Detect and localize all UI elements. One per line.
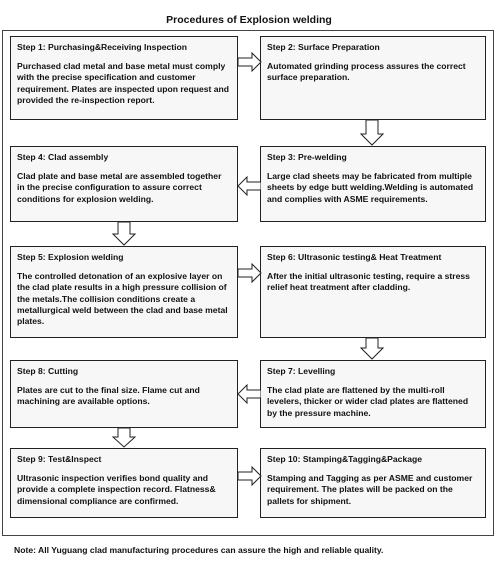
- arrow-down-icon: [112, 222, 136, 246]
- step-1-heading: Step 1: Purchasing&Receiving Inspection: [17, 42, 188, 52]
- step-3-heading: Step 3: Pre-welding: [267, 152, 347, 162]
- step-4-heading: Step 4: Clad assembly: [17, 152, 109, 162]
- step-1-box: [10, 36, 238, 120]
- step-8-text: Plates are cut to the final size. Flame cut and machining are available options.: [17, 385, 200, 407]
- arrow-down-icon: [360, 338, 384, 360]
- step-4-text: Clad plate and base metal are assembled together in the precise configuration to assure correct conditions for explosion welding.: [17, 171, 222, 204]
- step-2-box: [260, 36, 486, 120]
- step-6-box: [260, 246, 486, 338]
- step-9-box: [10, 448, 238, 518]
- step-7-heading: Step 7: Levelling: [267, 366, 336, 376]
- step-8-heading: Step 8: Cutting: [17, 366, 79, 376]
- step-3-text: Large clad sheets may be fabricated from multiple sheets by edge butt welding.Welding is automated and complies with ASME requirements.: [267, 171, 474, 204]
- diagram-title: Procedures of Explosion welding: [166, 14, 332, 26]
- step-9-heading: Step 9: Test&Inspect: [17, 454, 102, 464]
- step-10-text: Stamping and Tagging as per ASME and customer requirement. The plates will be packed on the pallets for shipment.: [267, 473, 473, 506]
- step-10-heading: Step 10: Stamping&Tagging&Package: [267, 454, 423, 464]
- step-5-box: [10, 246, 238, 338]
- step-1-text: Purchased clad metal and base metal must comply with the precise specification and customer requirement. Plates are inspected upon request and provided the re-inspection report.: [17, 61, 230, 105]
- step-6-heading: Step 6: Ultrasonic testing& Heat Treatment: [267, 252, 442, 262]
- arrow-down-icon: [360, 120, 384, 146]
- step-3-box: [260, 146, 486, 222]
- step-2-text: Automated grinding process assures the correct surface preparation.: [267, 61, 466, 83]
- arrow-left-icon: [237, 384, 261, 404]
- step-8-box: [10, 360, 238, 428]
- step-2-heading: Step 2: Surface Preparation: [267, 42, 380, 52]
- arrow-left-icon: [237, 176, 261, 196]
- step-4-box: [10, 146, 238, 222]
- step-7-text: The clad plate are flattened by the multi-roll levelers, thicker or wider clad plates are flattened by the pressure machine.: [267, 385, 469, 418]
- arrow-right-icon: [238, 52, 262, 72]
- step-7-box: [260, 360, 486, 428]
- arrow-right-icon: [238, 263, 262, 283]
- step-5-heading: Step 5: Explosion welding: [17, 252, 124, 262]
- footer-note: Note: All Yuguang clad manufacturing procedures can assure the high and reliable quality.: [14, 545, 384, 555]
- step-9-text: Ultrasonic inspection verifies bond quality and provide a complete inspection record. Flatness& dimensional compliance are confirmed.: [17, 473, 216, 506]
- arrow-right-icon: [238, 466, 262, 486]
- step-5-text: The controlled detonation of an explosive layer on the clad plate results in a high pressure collision of the metals.The collision conditions create a metallurgical weld between the clad and base metal plates.: [17, 271, 228, 326]
- step-10-box: [260, 448, 486, 518]
- step-6-text: After the initial ultrasonic testing, require a stress relief heat treatment after cladding.: [267, 271, 470, 293]
- arrow-down-icon: [112, 428, 136, 448]
